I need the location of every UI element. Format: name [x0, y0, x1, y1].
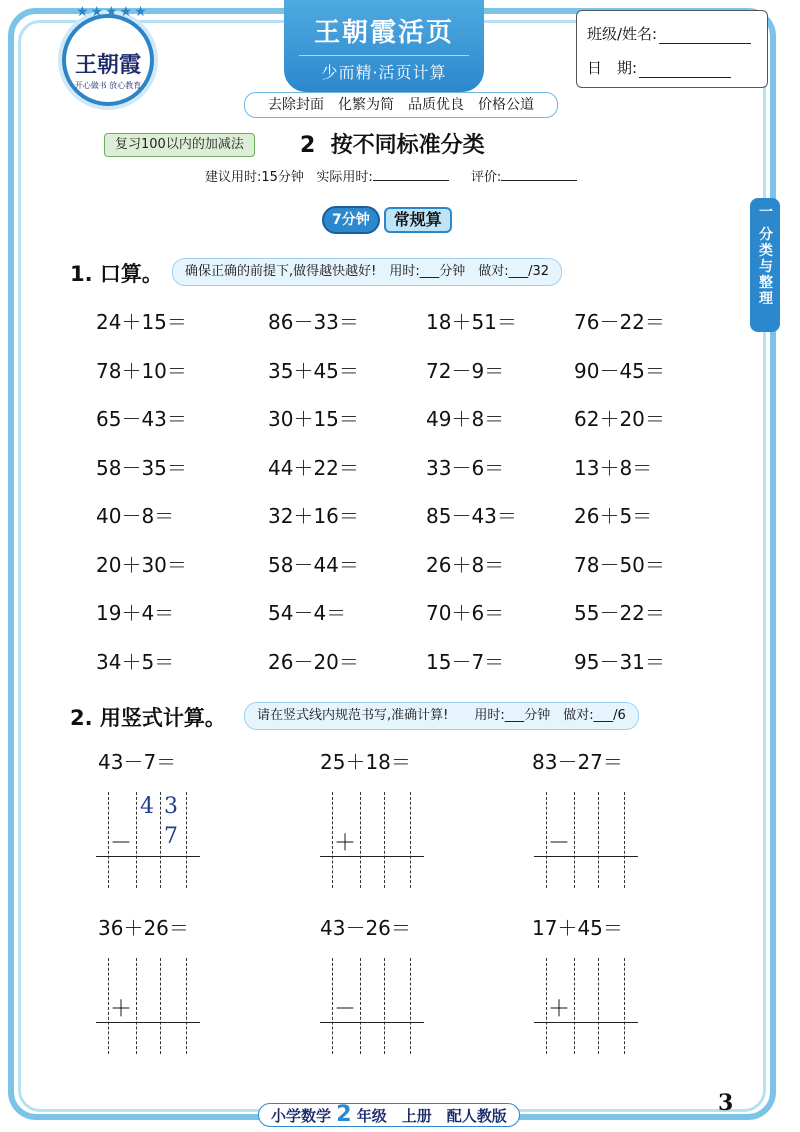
- oral-problem: 90－45＝: [574, 358, 665, 383]
- vertical-work-area[interactable]: [534, 792, 638, 888]
- oral-problem: 18＋51＝: [426, 310, 517, 334]
- oral-problem: 65－43＝: [96, 407, 187, 431]
- oral-problem: 55－22＝: [574, 601, 665, 625]
- oral-problem: 78＋10＝: [96, 358, 187, 383]
- oral-problem: 32＋16＝: [268, 504, 359, 528]
- section2-note: 请在竖式线内规范书写,准确计算! 用时:___分钟 做对:___/6: [244, 702, 639, 730]
- oral-problem: 54－4＝: [268, 601, 347, 625]
- oral-problem: 34＋5＝: [96, 649, 175, 674]
- class-name-label: 班级/姓名:: [587, 25, 658, 43]
- section1-title: 1. 口算。: [70, 262, 163, 286]
- vertical-work-area[interactable]: [96, 958, 200, 1054]
- slogan: 去除封面 化繁为简 品质优良 价格公道: [244, 92, 558, 118]
- side-tab-text: 一 分类与整理: [757, 204, 773, 307]
- date-label: 日 期:: [587, 59, 638, 77]
- operator-sign: －: [110, 831, 133, 856]
- oral-problem: 76－22＝: [574, 310, 665, 334]
- oral-problem: 49＋8＝: [426, 407, 505, 431]
- oral-problem: 62＋20＝: [574, 407, 665, 431]
- vertical-work-area[interactable]: [320, 958, 424, 1054]
- oral-problem: 15－7＝: [426, 649, 505, 674]
- student-info-box: [576, 10, 768, 88]
- logo-sub: 开心做书 放心教育: [74, 81, 142, 90]
- rating-label: 评价:: [470, 170, 502, 185]
- guide-line: [574, 792, 575, 888]
- oral-problem: 86－33＝: [268, 310, 359, 334]
- guide-line: [186, 958, 187, 1054]
- minutes-badge: 7分钟: [322, 206, 380, 234]
- oral-problem: 72－9＝: [426, 358, 505, 383]
- guide-line: [332, 792, 333, 888]
- oral-problem: 44＋22＝: [268, 455, 359, 480]
- date-row: [587, 57, 731, 78]
- suggested-time: 建议用时:15分钟: [205, 170, 304, 185]
- guide-line: [360, 792, 361, 888]
- class-name-row: [587, 23, 751, 44]
- oral-problem: 95－31＝: [574, 649, 665, 674]
- oral-problem: 24＋15＝: [96, 310, 187, 334]
- lesson-name: 按不同标准分类: [330, 133, 485, 158]
- vertical-problem: 17＋45＝: [532, 916, 623, 940]
- brand-logo: [62, 4, 154, 106]
- guide-line: [186, 792, 187, 888]
- guide-line: [384, 792, 385, 888]
- class-name-field[interactable]: [659, 27, 751, 44]
- footer-label: [258, 1103, 520, 1127]
- guide-line: [108, 792, 109, 888]
- section-badge: [322, 206, 452, 234]
- guide-line: [410, 792, 411, 888]
- brand-subtitle: 少而精·活页计算: [299, 55, 469, 83]
- guide-line: [624, 958, 625, 1054]
- guide-line: [410, 958, 411, 1054]
- operator-sign: －: [334, 997, 357, 1022]
- badge-label: 常规算: [384, 207, 452, 233]
- star-icon: ★★★★★: [76, 4, 149, 20]
- guide-line: [624, 792, 625, 888]
- handwritten-digit: 3: [164, 794, 178, 819]
- rating-field[interactable]: [501, 168, 577, 181]
- oral-problem: 19＋4＝: [96, 601, 175, 625]
- lesson-number: 2: [300, 133, 316, 158]
- oral-problem: 85－43＝: [426, 504, 517, 528]
- guide-line: [160, 958, 161, 1054]
- guide-line: [598, 958, 599, 1054]
- operator-sign: ＋: [334, 831, 357, 856]
- vertical-problem: 83－27＝: [532, 750, 623, 774]
- oral-problem: 33－6＝: [426, 455, 505, 480]
- actual-time-label: 实际用时:: [316, 170, 373, 185]
- section1-note: 确保正确的前提下,做得越快越好! 用时:___分钟 做对:___/32: [172, 258, 562, 286]
- guide-line: [598, 792, 599, 888]
- oral-problem: 26－20＝: [268, 649, 359, 674]
- handwritten-digit: 7: [164, 824, 178, 849]
- oral-problem: 13＋8＝: [574, 455, 653, 480]
- footer-grade-label: 年级 上册 配人教版: [356, 1107, 507, 1125]
- actual-time-field[interactable]: [373, 168, 449, 181]
- guide-line: [160, 792, 161, 888]
- handwritten-digit: 4: [140, 794, 154, 819]
- guide-line: [136, 958, 137, 1054]
- side-tab: [750, 198, 780, 332]
- oral-problem: 78－50＝: [574, 552, 665, 577]
- guide-line: [136, 792, 137, 888]
- section2-title: 2. 用竖式计算。: [70, 706, 226, 730]
- guide-line: [546, 958, 547, 1054]
- operator-sign: －: [548, 831, 571, 856]
- brand-title: 王朝霞活页: [313, 18, 454, 48]
- vertical-work-area[interactable]: [96, 792, 200, 888]
- oral-problem: 26＋5＝: [574, 504, 653, 528]
- vertical-problem: 43－26＝: [320, 916, 411, 940]
- guide-line: [384, 958, 385, 1054]
- vertical-work-area[interactable]: [320, 792, 424, 888]
- header-banner: [284, 0, 484, 92]
- operator-sign: ＋: [548, 997, 571, 1022]
- vertical-work-area[interactable]: [534, 958, 638, 1054]
- footer-grade: 2: [336, 1102, 352, 1127]
- guide-line: [332, 958, 333, 1054]
- oral-problem: 58－35＝: [96, 455, 187, 480]
- date-field[interactable]: [639, 61, 731, 78]
- footer-subject: 小学数学: [271, 1107, 332, 1125]
- guide-line: [108, 958, 109, 1054]
- guide-line: [360, 958, 361, 1054]
- review-tag: 复习100以内的加减法: [104, 133, 255, 157]
- vertical-problem: 36＋26＝: [98, 916, 189, 940]
- timing-line: [205, 166, 595, 185]
- oral-problem: 30＋15＝: [268, 407, 359, 431]
- oral-problem: 26＋8＝: [426, 552, 505, 577]
- logo-name: 王朝霞: [74, 52, 141, 78]
- vertical-problem: 43－7＝: [98, 750, 177, 774]
- oral-problem: 70＋6＝: [426, 601, 505, 625]
- lesson-title: [300, 128, 485, 159]
- oral-problem: 20＋30＝: [96, 552, 187, 577]
- guide-line: [574, 958, 575, 1054]
- oral-problem: 35＋45＝: [268, 358, 359, 383]
- oral-problem: 58－44＝: [268, 552, 359, 577]
- guide-line: [546, 792, 547, 888]
- oral-problem: 40－8＝: [96, 504, 175, 528]
- vertical-problem: 25＋18＝: [320, 750, 411, 774]
- operator-sign: ＋: [110, 997, 133, 1022]
- page-number: 3: [718, 1090, 734, 1116]
